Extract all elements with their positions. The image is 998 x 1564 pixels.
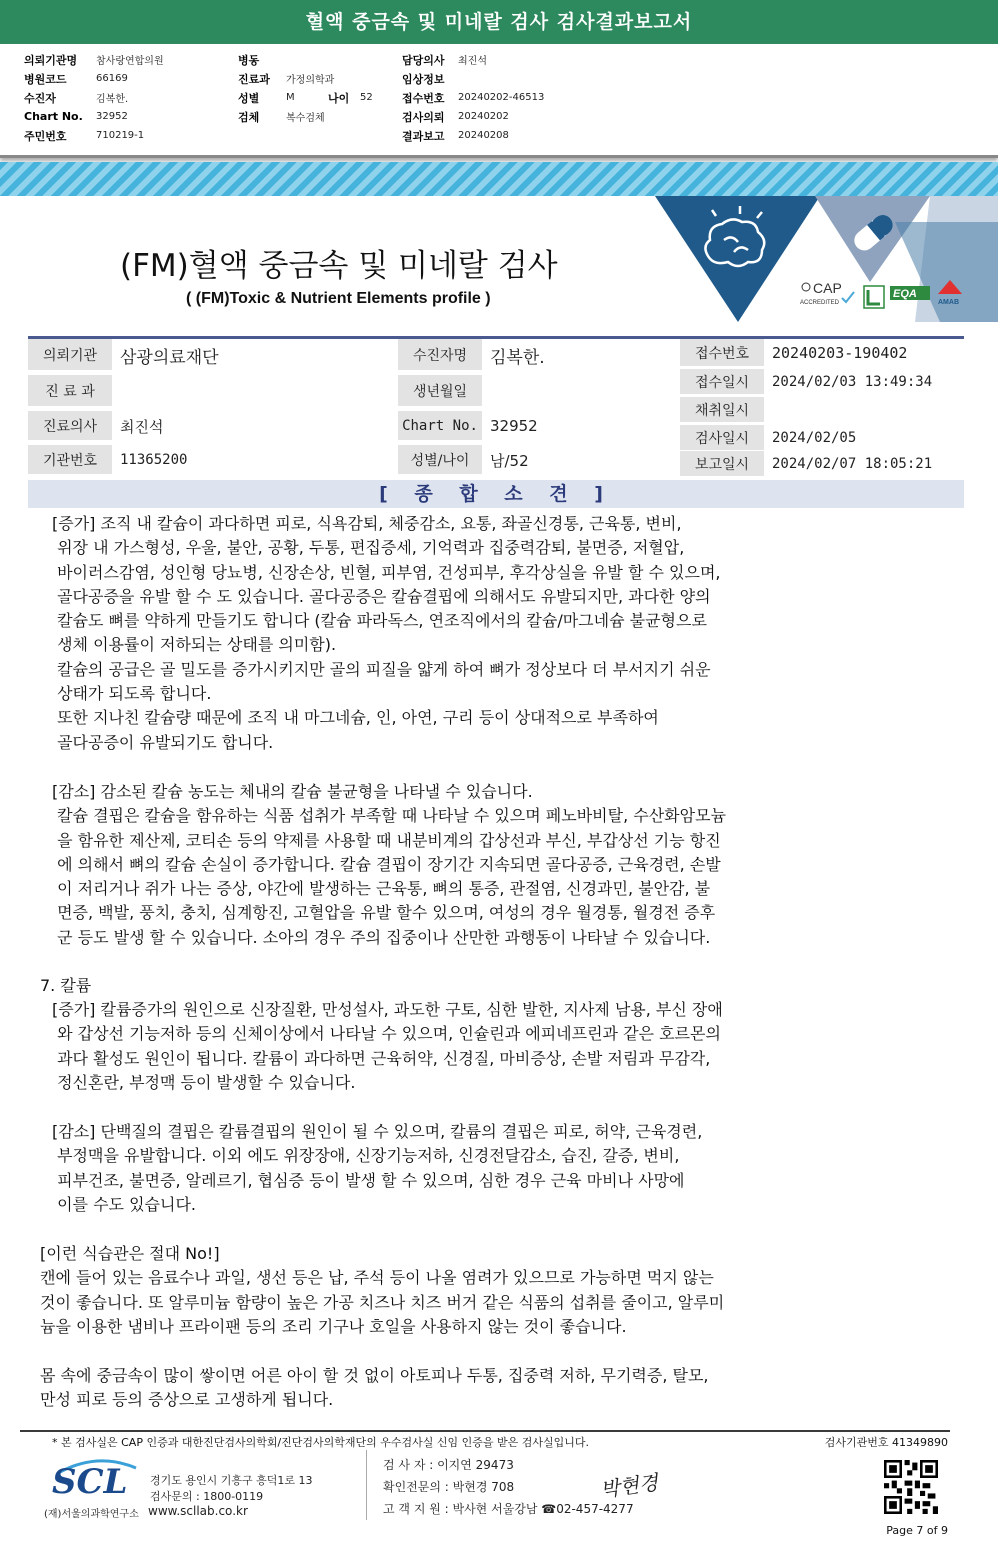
value-receipt-date: 2024/02/03 13:49:34 (772, 374, 933, 390)
header-key: 검사의뢰 (402, 110, 445, 124)
report-subtitle: ( (FM)Toxic & Nutrient Elements profile ) (186, 290, 491, 307)
report-header (0, 44, 998, 158)
header-key: 병동 (238, 53, 260, 67)
label-doctor: 진료의사 (28, 411, 112, 441)
header-key: 병원코드 (24, 72, 67, 86)
footer-website: www.scllab.co.kr (148, 1504, 248, 1518)
footer-divider (20, 1430, 950, 1432)
cap-logo-subtext: ACCREDITED (800, 300, 840, 306)
label-receipt-date: 접수일시 (680, 369, 764, 395)
value-test-date: 2024/02/05 (772, 430, 857, 446)
header-value: 복수검체 (286, 113, 325, 124)
header-key: 담당의사 (402, 53, 445, 67)
patient-info-grid (28, 336, 964, 474)
header-col-2 (238, 50, 373, 126)
header-value: 52 (360, 92, 373, 103)
summary-heading: [ 종 합 소 견 ] (28, 480, 964, 508)
scl-logo: SCL (52, 1462, 128, 1502)
label-collect-date: 채취일시 (680, 397, 764, 423)
lab-medicine-logo (864, 286, 884, 308)
label-dept: 진 료 과 (28, 375, 112, 407)
header-key: Chart No. (24, 110, 83, 123)
scl-logo-subtext: (재)서울의과학연구소 (44, 1509, 139, 1520)
label-receipt-no: 접수번호 (680, 339, 764, 367)
cap-logo-text: CAP (813, 280, 842, 296)
label-agency-no: 기관번호 (28, 445, 112, 475)
staff-customer-support: 고 객 지 원 : 박사현 서울강남 ☎02-457-4277 (383, 1502, 634, 1516)
label-test-date: 검사일시 (680, 425, 764, 451)
footer-address: 경기도 용인시 기흥구 흥덕1로 13 (150, 1474, 313, 1487)
paragraph-heavy-metal-note: 몸 속에 중금속이 많이 쌓이면 어른 아이 할 것 없이 아토피나 두통, 집중력 저하, 무기력증, 탈모, 만성 피로 등의 증상으로 고생하게 됩니다. (40, 1366, 709, 1410)
footer-certification-note: * 본 검사실은 CAP 인증과 대한진단검사의학회/진단검사의학재단의 우수검사실 신임 인증을 받은 검사실입니다. (52, 1436, 590, 1449)
header-key: 의뢰기관명 (24, 53, 78, 67)
value-sex-age: 남/52 (490, 451, 529, 470)
paragraph-potassium-decrease: [감소] 단백질의 결핍은 칼륨결핍의 원인이 될 수 있으며, 칼륨의 결핍은 피로, 허약, 근육경련, 부정맥을 유발합니다. 이외 에도 위장장애, 신장기능저하, 신경전달감소, 습진, 갈증, 변비, 피부건조, 불면증, 알레르기, 협심증 등이 발생 할 수 있으며, 심한 경우 근육 마비나 사망에 이를 수도 있습니다. (52, 1122, 703, 1214)
header-value: 참사랑연합의원 (96, 56, 164, 67)
qr-code-icon (884, 1460, 938, 1514)
staff-specialist: 확인전문의 : 박현경 708 (383, 1480, 515, 1494)
header-value: 66169 (96, 73, 128, 84)
label-chart-no: Chart No. (398, 411, 482, 441)
header-key: 성별 (238, 91, 260, 105)
eqa-logo-text: EQA (893, 288, 917, 300)
header-value: M (286, 92, 295, 103)
header-value: 20240202-46513 (458, 92, 545, 103)
header-value: 20240208 (458, 130, 509, 141)
report-title: (FM)혈액 중금속 및 미네랄 검사 (120, 248, 558, 284)
header-key: 주민번호 (24, 129, 67, 143)
specialist-signature: 박현경 (598, 1470, 660, 1502)
header-value: 20240202 (458, 111, 509, 122)
header-value: 김복한. (96, 94, 129, 105)
paragraph-calcium-increase: [증가] 조직 내 칼슘이 과다하면 피로, 식욕감퇴, 체중감소, 요통, 좌골신경통, 근육통, 변비, 위장 내 가스형성, 우울, 불안, 공황, 두통, 편집증세, 기억력과 집중력감퇴, 불면증, 저혈압, 바이러스감염, 성인형 당뇨병, 신장손상, 빈혈, 피부염, 건성피부, 후각상실을 유발 할 수 있으며, 골다공증을 유발 할 수 도 있습니다. 골다공증은 칼슘결핍에 의해서도 유발되지만, 과다한 양의 칼슘도 뼈를 약하게 만들기도 합니다 (칼슘 파라독스, 연조직에서의 칼슘/마그네슘 불균형으로 생체 이용률이 저하되는 상태를 의미함). 칼슘의 공급은 골 밀도를 증가시키지만 골의 피질을 얇게 하여 뼈가 정상보다 더 부서지기 쉬운 상태가 되도록 합니다. 또한 지나친 칼슘량 때문에 조직 내 마그네슘, 인, 아연, 구리 등이 상대적으로 부족하여 골다공증이 유발되기도 합니다. (52, 514, 721, 752)
value-org: 삼광의료재단 (120, 347, 219, 368)
eqa-logo (890, 286, 930, 300)
label-patient: 수진자명 (398, 339, 482, 371)
footer-agency-number: 검사기관번호 41349890 (824, 1436, 948, 1449)
header-key: 나이 (328, 91, 350, 105)
header-key: 검체 (238, 110, 260, 124)
value-chart-no: 32952 (490, 417, 538, 435)
header-key: 수진자 (24, 91, 56, 105)
value-report-date: 2024/02/07 18:05:21 (772, 456, 933, 472)
value-agency-no: 11365200 (120, 452, 188, 468)
label-report-date: 보고일시 (680, 451, 764, 477)
report-banner-title: 혈액 중금속 및 미네랄 검사 검사결과보고서 (0, 0, 998, 44)
staff-tester: 검 사 자 : 이지연 29473 (383, 1458, 514, 1472)
header-col-1 (24, 50, 164, 145)
label-org: 의뢰기관 (28, 339, 112, 371)
header-key: 임상정보 (402, 72, 445, 86)
amab-logo-text: AMAB (938, 299, 959, 306)
paragraph-potassium-increase: [증가] 칼륨증가의 원인으로 신장질환, 만성설사, 과도한 구토, 심한 발한, 지사제 남용, 부신 장애 와 갑상선 기능저하 등의 신체이상에서 나타날 수 있으며, 인슐린과 에피네프린과 같은 호르몬의 과다 활성도 원인이 됩니다. 칼륨이 과다하면 근육허약, 신경질, 마비증상, 손발 저림과 무감각, 정신혼란, 부정맥 등이 발생할 수 있습니다. (52, 1000, 723, 1092)
paragraph-diet-warning: [이런 식습관은 절대 No!] 캔에 들어 있는 음료수나 과일, 생선 등은 납, 주석 등이 나올 염려가 있으므로 가능하면 먹지 않는 것이 좋습니다. 또 알루미늄 함량이 높은 가공 치즈나 치즈 버거 같은 식품의 섭취를 줄이고, 알루미 늄을 이용한 냄비나 프라이팬 등의 조리 기구나 호일을 사용하지 않는 것이 좋습니다. (40, 1244, 725, 1336)
header-value: 최진석 (458, 56, 487, 67)
header-key: 진료과 (238, 72, 270, 86)
header-key: 결과보고 (402, 129, 445, 143)
header-value: 32952 (96, 111, 128, 122)
section-heading-potassium: 7. 칼륨 (40, 976, 92, 995)
page-number: Page 7 of 9 (886, 1524, 948, 1537)
header-col-3 (402, 50, 544, 145)
value-doctor: 최진석 (120, 417, 164, 436)
header-value: 가정의학과 (286, 75, 335, 86)
paragraph-calcium-decrease: [감소] 감소된 칼슘 농도는 체내의 칼슘 불균형을 나타낼 수 있습니다. 칼슘 결핍은 칼슘을 함유하는 식품 섭취가 부족할 때 나타날 수 있으며 페노바비탈, 수산화암모늄 을 함유한 제산제, 코티손 등의 약제를 사용할 때 내분비계의 갑상선과 부신, 부갑상선 기능 항진 에 의해서 뼈의 칼슘 손실이 증가합니다. 칼슘 결핍이 장기간 지속되면 골다공증, 근육경련, 손발 이 저리거나 쥐가 나는 증상, 야간에 발생하는 근육통, 뼈의 통증, 관절염, 신경과민, 불안감, 불 면증, 백발, 풍치, 충치, 심계항진, 고혈압을 유발 할수 있으며, 여성의 경우 월경통, 월경전 증후 군 등도 발생 할 수 있습니다. 소아의 경우 주의 집중이나 산만한 과행동이 나타날 수 있습니다. (52, 782, 726, 947)
value-receipt-no: 20240203-190402 (772, 344, 908, 362)
label-birth: 생년월일 (398, 375, 482, 407)
header-value: 710219-1 (96, 130, 145, 141)
header-key: 접수번호 (402, 91, 445, 105)
label-sex-age: 성별/나이 (398, 445, 482, 475)
footer-inquiry-phone: 검사문의 : 1800-0119 (150, 1490, 264, 1503)
value-patient: 김복한. (490, 347, 545, 368)
